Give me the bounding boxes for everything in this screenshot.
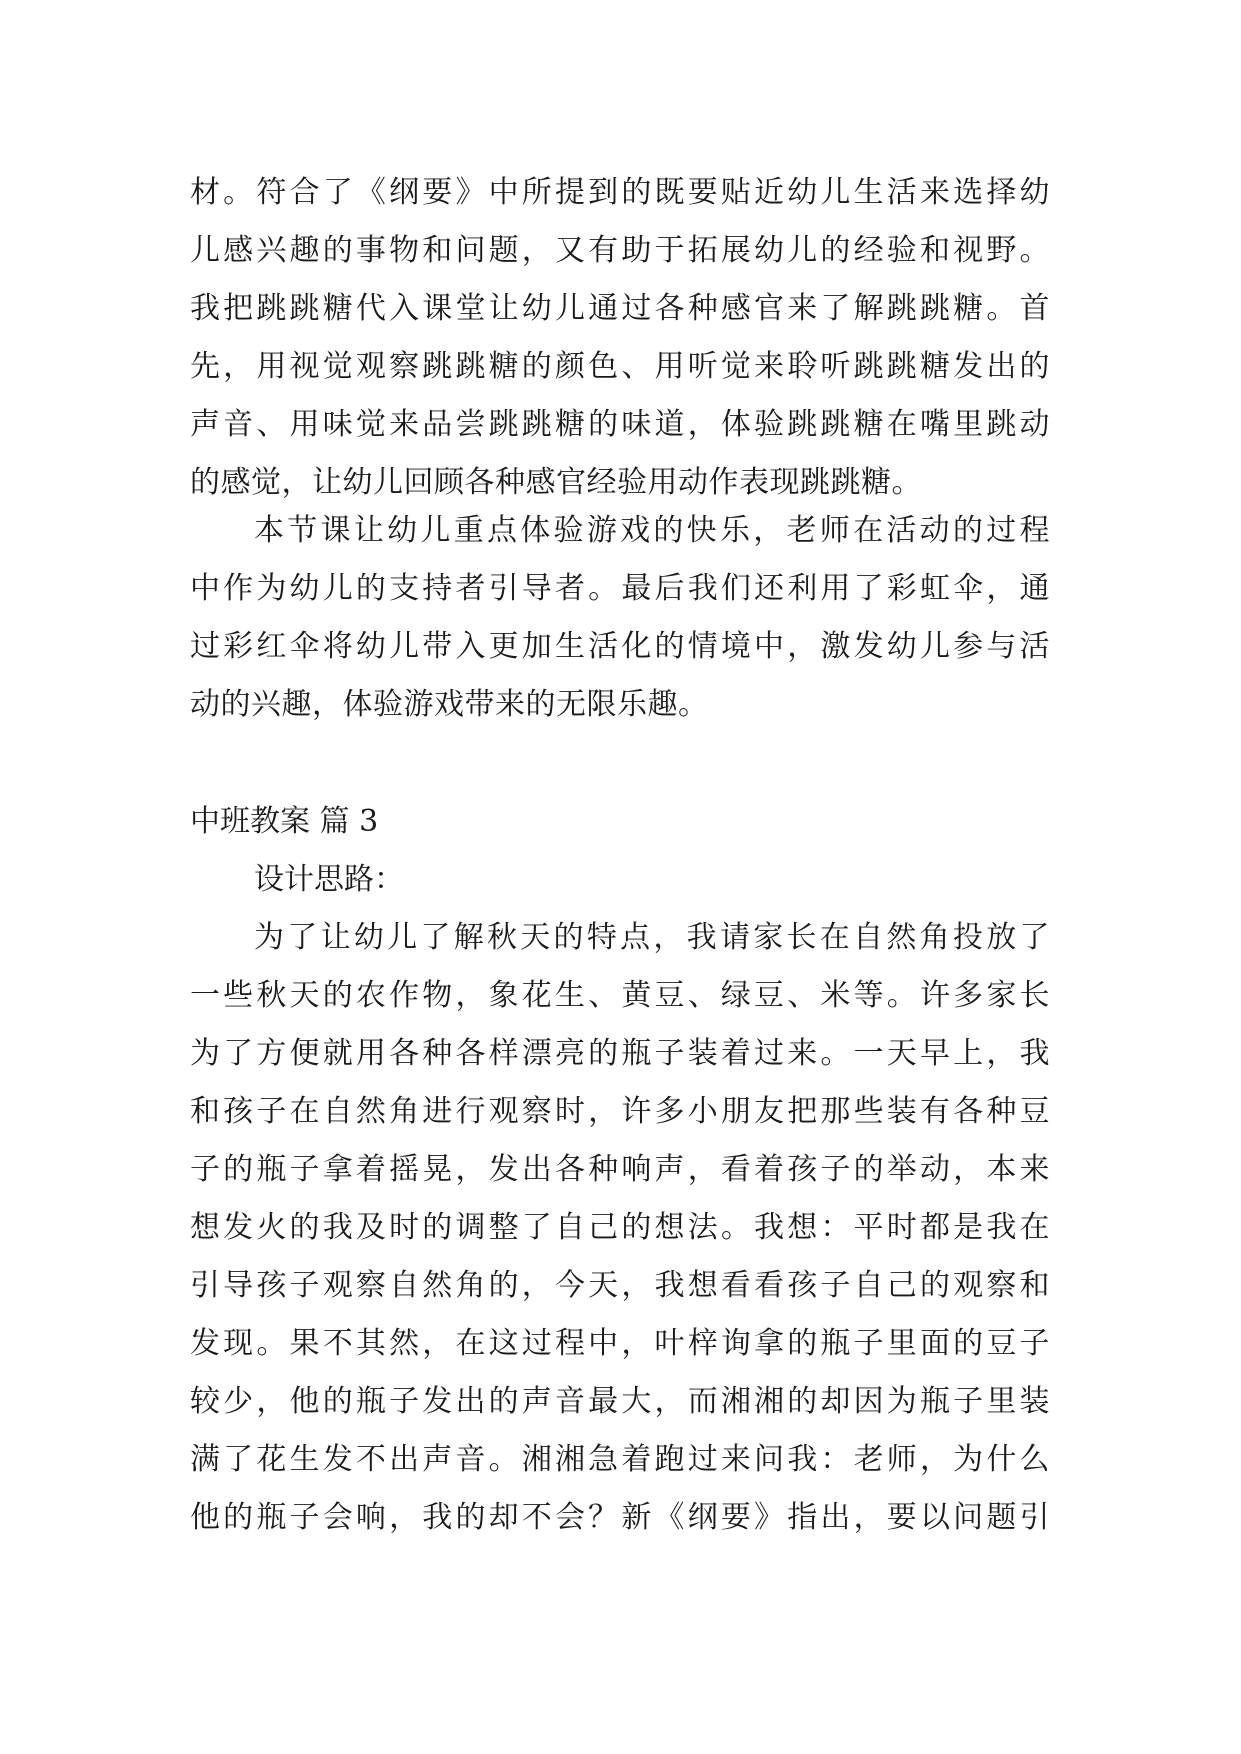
text-line: 发现。果不其然，在这过程中，叶梓询拿的瓶子里面的豆子	[190, 1326, 1050, 1361]
section-subtitle: 设计思路：	[254, 862, 404, 897]
paragraph-senses	[190, 164, 1050, 512]
text-line: 儿感兴趣的事物和问题，又有助于拓展幼儿的经验和视野。	[190, 233, 1050, 268]
text-line: 本节课让幼儿重点体验游戏的快乐，老师在活动的过程	[254, 513, 1050, 548]
text-line: 为了方便就用各种各样漂亮的瓶子装着过来。一天早上，我	[190, 1036, 1050, 1071]
text-line: 一些秋天的农作物，象花生、黄豆、绿豆、米等。许多家长	[190, 978, 1050, 1013]
text-line: 先，用视觉观察跳跳糖的颜色、用听觉来聆听跳跳糖发出的	[190, 349, 1050, 384]
text-line: 动的兴趣，体验游戏带来的无限乐趣。	[190, 687, 709, 722]
text-line: 过彩红伞将幼儿带入更加生活化的情境中，激发幼儿参与活	[190, 629, 1050, 664]
paragraph-summary	[190, 502, 1050, 734]
text-line: 我把跳跳糖代入课堂让幼儿通过各种感官来了解跳跳糖。首	[190, 291, 1050, 326]
text-line: 声音、用味觉来品尝跳跳糖的味道，体验跳跳糖在嘴里跳动	[190, 407, 1050, 442]
text-line: 子的瓶子拿着摇晃，发出各种响声，看着孩子的举动，本来	[190, 1152, 1050, 1187]
section-title: 中班教案 篇 3	[190, 804, 379, 839]
text-line: 为了让幼儿了解秋天的特点，我请家长在自然角投放了	[254, 920, 1050, 955]
text-line: 较少，他的瓶子发出的声音最大，而湘湘的却因为瓶子里装	[190, 1384, 1050, 1419]
text-line: 他的瓶子会响，我的却不会？新《纲要》指出，要以问题引	[190, 1500, 1050, 1535]
text-line: 的感觉，让幼儿回顾各种感官经验用动作表现跳跳糖。	[190, 465, 922, 500]
text-line: 和孩子在自然角进行观察时，许多小朋友把那些装有各种豆	[190, 1094, 1050, 1129]
text-line: 想发火的我及时的调整了自己的想法。我想：平时都是我在	[190, 1210, 1050, 1245]
text-line: 中作为幼儿的支持者引导者。最后我们还利用了彩虹伞，通	[190, 571, 1050, 606]
text-line: 材。符合了《纲要》中所提到的既要贴近幼儿生活来选择幼	[190, 175, 1050, 210]
text-line: 引导孩子观察自然角的，今天，我想看看孩子自己的观察和	[190, 1268, 1050, 1303]
paragraph-design-idea	[190, 909, 1050, 1547]
text-line: 满了花生发不出声音。湘湘急着跑过来问我：老师，为什么	[190, 1442, 1050, 1477]
